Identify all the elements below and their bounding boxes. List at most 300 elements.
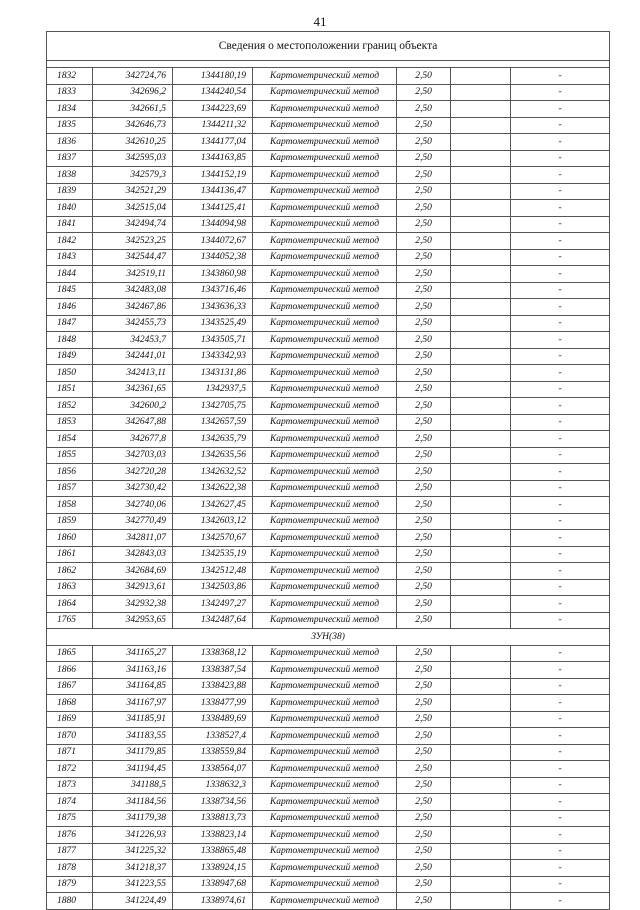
accuracy-cell: 2,50 (397, 678, 451, 695)
y-coordinate-cell: 1343525,49 (173, 315, 253, 332)
empty-cell (451, 266, 511, 283)
empty-cell (451, 563, 511, 580)
point-number-cell: 1841 (47, 216, 93, 233)
description-cell: - (511, 843, 610, 860)
accuracy-cell: 2,50 (397, 530, 451, 547)
y-coordinate-cell: 1342705,75 (173, 398, 253, 415)
y-coordinate-cell: 1338477,99 (173, 695, 253, 712)
point-number-cell: 1837 (47, 150, 93, 167)
y-coordinate-cell: 1344180,19 (173, 68, 253, 85)
description-cell: - (511, 414, 610, 431)
method-cell: Картометрический метод (253, 744, 397, 761)
point-number-cell: 1852 (47, 398, 93, 415)
description-cell: - (511, 398, 610, 415)
description-cell: - (511, 233, 610, 250)
accuracy-cell: 2,50 (397, 332, 451, 349)
description-cell: - (511, 431, 610, 448)
point-number-cell: 1836 (47, 134, 93, 151)
table-row (47, 299, 610, 316)
point-number-cell: 1872 (47, 761, 93, 778)
y-coordinate-cell: 1338865,48 (173, 843, 253, 860)
point-number-cell: 1832 (47, 68, 93, 85)
x-coordinate-cell: 342646,73 (93, 117, 173, 134)
accuracy-cell: 2,50 (397, 645, 451, 662)
x-coordinate-cell: 342730,42 (93, 480, 173, 497)
table-row (47, 546, 610, 563)
empty-cell (451, 381, 511, 398)
point-number-cell: 1850 (47, 365, 93, 382)
x-coordinate-cell: 342595,03 (93, 150, 173, 167)
y-coordinate-cell: 1342497,27 (173, 596, 253, 613)
method-cell: Картометрический метод (253, 200, 397, 217)
point-number-cell: 1857 (47, 480, 93, 497)
page-number: 41 (313, 14, 327, 29)
point-number-cell: 1869 (47, 711, 93, 728)
table-row (47, 480, 610, 497)
method-cell: Картометрический метод (253, 266, 397, 283)
table-row (47, 348, 610, 365)
x-coordinate-cell: 342661,5 (93, 101, 173, 118)
empty-cell (451, 678, 511, 695)
method-cell: Картометрический метод (253, 117, 397, 134)
y-coordinate-cell: 1342627,45 (173, 497, 253, 514)
empty-cell (451, 315, 511, 332)
table-row (47, 315, 610, 332)
empty-cell (451, 332, 511, 349)
table-row (47, 563, 610, 580)
table-row (47, 167, 610, 184)
accuracy-cell: 2,50 (397, 315, 451, 332)
description-cell: - (511, 810, 610, 827)
empty-cell (451, 530, 511, 547)
accuracy-cell: 2,50 (397, 167, 451, 184)
table-row (47, 464, 610, 481)
y-coordinate-cell: 1338559,84 (173, 744, 253, 761)
x-coordinate-cell: 342600,2 (93, 398, 173, 415)
x-coordinate-cell: 341167,97 (93, 695, 173, 712)
y-coordinate-cell: 1342487,64 (173, 612, 253, 629)
accuracy-cell: 2,50 (397, 860, 451, 877)
point-number-cell: 1854 (47, 431, 93, 448)
empty-cell (451, 249, 511, 266)
point-number-cell: 1853 (47, 414, 93, 431)
y-coordinate-cell: 1338734,56 (173, 794, 253, 811)
table-row (47, 744, 610, 761)
y-coordinate-cell: 1342635,79 (173, 431, 253, 448)
accuracy-cell: 2,50 (397, 843, 451, 860)
description-cell: - (511, 216, 610, 233)
method-cell: Картометрический метод (253, 678, 397, 695)
x-coordinate-cell: 341165,27 (93, 645, 173, 662)
accuracy-cell: 2,50 (397, 200, 451, 217)
accuracy-cell: 2,50 (397, 794, 451, 811)
empty-cell (451, 876, 511, 893)
empty-cell (451, 183, 511, 200)
y-coordinate-cell: 1344136,47 (173, 183, 253, 200)
accuracy-cell: 2,50 (397, 150, 451, 167)
description-cell: - (511, 68, 610, 85)
empty-cell (451, 216, 511, 233)
empty-cell (451, 365, 511, 382)
table-row (47, 117, 610, 134)
y-coordinate-cell: 1344152,19 (173, 167, 253, 184)
method-cell: Картометрический метод (253, 695, 397, 712)
accuracy-cell: 2,50 (397, 728, 451, 745)
point-number-cell: 1765 (47, 612, 93, 629)
description-cell: - (511, 860, 610, 877)
table-row (47, 68, 610, 85)
accuracy-cell: 2,50 (397, 810, 451, 827)
accuracy-cell: 2,50 (397, 183, 451, 200)
x-coordinate-cell: 342361,65 (93, 381, 173, 398)
empty-cell (451, 827, 511, 844)
point-number-cell: 1848 (47, 332, 93, 349)
description-cell: - (511, 480, 610, 497)
point-number-cell: 1840 (47, 200, 93, 217)
x-coordinate-cell: 341179,85 (93, 744, 173, 761)
x-coordinate-cell: 342494,74 (93, 216, 173, 233)
section-label: ЗУН(38) (47, 629, 610, 646)
x-coordinate-cell: 342684,69 (93, 563, 173, 580)
description-cell: - (511, 876, 610, 893)
x-coordinate-cell: 341218,37 (93, 860, 173, 877)
accuracy-cell: 2,50 (397, 68, 451, 85)
accuracy-cell: 2,50 (397, 761, 451, 778)
point-number-cell: 1868 (47, 695, 93, 712)
table-row (47, 893, 610, 910)
method-cell: Картометрический метод (253, 530, 397, 547)
description-cell: - (511, 134, 610, 151)
x-coordinate-cell: 341226,93 (93, 827, 173, 844)
description-cell: - (511, 612, 610, 629)
y-coordinate-cell: 1342570,67 (173, 530, 253, 547)
description-cell: - (511, 183, 610, 200)
y-coordinate-cell: 1344052,38 (173, 249, 253, 266)
table-row (47, 794, 610, 811)
method-cell: Картометрический метод (253, 414, 397, 431)
method-cell: Картометрический метод (253, 101, 397, 118)
empty-cell (451, 134, 511, 151)
x-coordinate-cell: 342523,25 (93, 233, 173, 250)
y-coordinate-cell: 1338924,15 (173, 860, 253, 877)
table-row (47, 414, 610, 431)
accuracy-cell: 2,50 (397, 777, 451, 794)
point-number-cell: 1835 (47, 117, 93, 134)
accuracy-cell: 2,50 (397, 662, 451, 679)
y-coordinate-cell: 1344177,04 (173, 134, 253, 151)
y-coordinate-cell: 1344223,69 (173, 101, 253, 118)
x-coordinate-cell: 342441,01 (93, 348, 173, 365)
y-coordinate-cell: 1338423,88 (173, 678, 253, 695)
table-row (47, 200, 610, 217)
point-number-cell: 1865 (47, 645, 93, 662)
point-number-cell: 1878 (47, 860, 93, 877)
accuracy-cell: 2,50 (397, 497, 451, 514)
table-row (47, 827, 610, 844)
table-row (47, 216, 610, 233)
point-number-cell: 1851 (47, 381, 93, 398)
y-coordinate-cell: 1342503,86 (173, 579, 253, 596)
method-cell: Картометрический метод (253, 480, 397, 497)
method-cell: Картометрический метод (253, 332, 397, 349)
table-row (47, 282, 610, 299)
x-coordinate-cell: 341179,38 (93, 810, 173, 827)
section-row (47, 629, 610, 646)
method-cell: Картометрический метод (253, 282, 397, 299)
description-cell: - (511, 513, 610, 530)
description-cell: - (511, 744, 610, 761)
accuracy-cell: 2,50 (397, 711, 451, 728)
point-number-cell: 1867 (47, 678, 93, 695)
y-coordinate-cell: 1342937,5 (173, 381, 253, 398)
table-row (47, 183, 610, 200)
table-row (47, 249, 610, 266)
y-coordinate-cell: 1342603,12 (173, 513, 253, 530)
description-cell: - (511, 761, 610, 778)
table-row (47, 810, 610, 827)
point-number-cell: 1874 (47, 794, 93, 811)
x-coordinate-cell: 341225,32 (93, 843, 173, 860)
method-cell: Картометрический метод (253, 233, 397, 250)
description-cell: - (511, 249, 610, 266)
y-coordinate-cell: 1338632,3 (173, 777, 253, 794)
method-cell: Картометрический метод (253, 167, 397, 184)
accuracy-cell: 2,50 (397, 266, 451, 283)
table-row (47, 84, 610, 101)
description-cell: - (511, 728, 610, 745)
method-cell: Картометрический метод (253, 761, 397, 778)
description-cell: - (511, 101, 610, 118)
accuracy-cell: 2,50 (397, 464, 451, 481)
description-cell: - (511, 282, 610, 299)
y-coordinate-cell: 1338564,07 (173, 761, 253, 778)
description-cell: - (511, 546, 610, 563)
method-cell: Картометрический метод (253, 299, 397, 316)
method-cell: Картометрический метод (253, 843, 397, 860)
description-cell: - (511, 447, 610, 464)
table-row (47, 447, 610, 464)
y-coordinate-cell: 1344072,67 (173, 233, 253, 250)
y-coordinate-cell: 1343131,86 (173, 365, 253, 382)
point-number-cell: 1843 (47, 249, 93, 266)
description-cell: - (511, 332, 610, 349)
method-cell: Картометрический метод (253, 431, 397, 448)
y-coordinate-cell: 1338368,12 (173, 645, 253, 662)
x-coordinate-cell: 342740,06 (93, 497, 173, 514)
method-cell: Картометрический метод (253, 249, 397, 266)
point-number-cell: 1873 (47, 777, 93, 794)
method-cell: Картометрический метод (253, 777, 397, 794)
empty-cell (451, 414, 511, 431)
table-title-row (47, 32, 610, 61)
description-cell: - (511, 563, 610, 580)
x-coordinate-cell: 342932,38 (93, 596, 173, 613)
y-coordinate-cell: 1344240,54 (173, 84, 253, 101)
empty-cell (451, 447, 511, 464)
point-number-cell: 1834 (47, 101, 93, 118)
point-number-cell: 1846 (47, 299, 93, 316)
point-number-cell: 1847 (47, 315, 93, 332)
description-cell: - (511, 150, 610, 167)
y-coordinate-cell: 1343860,98 (173, 266, 253, 283)
method-cell: Картометрический метод (253, 876, 397, 893)
y-coordinate-cell: 1338489,69 (173, 711, 253, 728)
empty-cell (451, 761, 511, 778)
y-coordinate-cell: 1338387,54 (173, 662, 253, 679)
accuracy-cell: 2,50 (397, 398, 451, 415)
accuracy-cell: 2,50 (397, 876, 451, 893)
accuracy-cell: 2,50 (397, 596, 451, 613)
empty-cell (451, 711, 511, 728)
accuracy-cell: 2,50 (397, 447, 451, 464)
empty-cell (451, 167, 511, 184)
point-number-cell: 1833 (47, 84, 93, 101)
y-coordinate-cell: 1344125,41 (173, 200, 253, 217)
accuracy-cell: 2,50 (397, 348, 451, 365)
method-cell: Картометрический метод (253, 711, 397, 728)
accuracy-cell: 2,50 (397, 381, 451, 398)
x-coordinate-cell: 342519,11 (93, 266, 173, 283)
empty-cell (451, 645, 511, 662)
empty-cell (451, 777, 511, 794)
point-number-cell: 1862 (47, 563, 93, 580)
accuracy-cell: 2,50 (397, 480, 451, 497)
table-row (47, 233, 610, 250)
y-coordinate-cell: 1342657,59 (173, 414, 253, 431)
x-coordinate-cell: 341184,56 (93, 794, 173, 811)
description-cell: - (511, 777, 610, 794)
y-coordinate-cell: 1343716,46 (173, 282, 253, 299)
table-row (47, 761, 610, 778)
table-row (47, 612, 610, 629)
x-coordinate-cell: 341185,91 (93, 711, 173, 728)
y-coordinate-cell: 1342622,38 (173, 480, 253, 497)
description-cell: - (511, 827, 610, 844)
description-cell: - (511, 579, 610, 596)
empty-cell (451, 612, 511, 629)
accuracy-cell: 2,50 (397, 431, 451, 448)
table-row (47, 777, 610, 794)
empty-cell (451, 464, 511, 481)
empty-cell (451, 810, 511, 827)
method-cell: Картометрический метод (253, 68, 397, 85)
empty-cell (451, 794, 511, 811)
point-number-cell: 1842 (47, 233, 93, 250)
x-coordinate-cell: 341188,5 (93, 777, 173, 794)
y-coordinate-cell: 1343505,71 (173, 332, 253, 349)
empty-cell (451, 843, 511, 860)
point-number-cell: 1879 (47, 876, 93, 893)
accuracy-cell: 2,50 (397, 299, 451, 316)
description-cell: - (511, 299, 610, 316)
y-coordinate-cell: 1338947,68 (173, 876, 253, 893)
x-coordinate-cell: 342579,3 (93, 167, 173, 184)
empty-cell (451, 728, 511, 745)
table-row (47, 695, 610, 712)
boundary-table (46, 31, 610, 910)
method-cell: Картометрический метод (253, 893, 397, 910)
accuracy-cell: 2,50 (397, 579, 451, 596)
empty-cell (451, 398, 511, 415)
method-cell: Картометрический метод (253, 464, 397, 481)
table-row (47, 728, 610, 745)
x-coordinate-cell: 342724,76 (93, 68, 173, 85)
point-number-cell: 1861 (47, 546, 93, 563)
point-number-cell: 1849 (47, 348, 93, 365)
x-coordinate-cell: 342647,88 (93, 414, 173, 431)
empty-cell (451, 695, 511, 712)
table-row (47, 711, 610, 728)
description-cell: - (511, 530, 610, 547)
description-cell: - (511, 645, 610, 662)
accuracy-cell: 2,50 (397, 893, 451, 910)
accuracy-cell: 2,50 (397, 827, 451, 844)
empty-cell (451, 431, 511, 448)
description-cell: - (511, 84, 610, 101)
x-coordinate-cell: 341163,16 (93, 662, 173, 679)
point-number-cell: 1839 (47, 183, 93, 200)
method-cell: Картометрический метод (253, 216, 397, 233)
point-number-cell: 1875 (47, 810, 93, 827)
table-row (47, 497, 610, 514)
accuracy-cell: 2,50 (397, 282, 451, 299)
x-coordinate-cell: 342483,08 (93, 282, 173, 299)
table-row (47, 678, 610, 695)
empty-cell (451, 744, 511, 761)
y-coordinate-cell: 1338974,61 (173, 893, 253, 910)
empty-cell (451, 117, 511, 134)
x-coordinate-cell: 342770,49 (93, 513, 173, 530)
empty-cell (451, 546, 511, 563)
table-row (47, 150, 610, 167)
description-cell: - (511, 365, 610, 382)
method-cell: Картометрический метод (253, 662, 397, 679)
method-cell: Картометрический метод (253, 381, 397, 398)
empty-cell (451, 579, 511, 596)
x-coordinate-cell: 341223,55 (93, 876, 173, 893)
accuracy-cell: 2,50 (397, 134, 451, 151)
empty-cell (451, 348, 511, 365)
empty-cell (451, 84, 511, 101)
method-cell: Картометрический метод (253, 513, 397, 530)
point-number-cell: 1838 (47, 167, 93, 184)
x-coordinate-cell: 342703,03 (93, 447, 173, 464)
method-cell: Картометрический метод (253, 150, 397, 167)
y-coordinate-cell: 1344163,85 (173, 150, 253, 167)
empty-cell (451, 662, 511, 679)
empty-cell (451, 233, 511, 250)
method-cell: Картометрический метод (253, 794, 397, 811)
accuracy-cell: 2,50 (397, 695, 451, 712)
table-row (47, 332, 610, 349)
accuracy-cell: 2,50 (397, 546, 451, 563)
empty-cell (451, 860, 511, 877)
point-number-cell: 1863 (47, 579, 93, 596)
point-number-cell: 1880 (47, 893, 93, 910)
method-cell: Картометрический метод (253, 612, 397, 629)
y-coordinate-cell: 1342512,48 (173, 563, 253, 580)
description-cell: - (511, 117, 610, 134)
table-row (47, 365, 610, 382)
y-coordinate-cell: 1338823,14 (173, 827, 253, 844)
description-cell: - (511, 464, 610, 481)
method-cell: Картометрический метод (253, 84, 397, 101)
accuracy-cell: 2,50 (397, 563, 451, 580)
table-row (47, 381, 610, 398)
point-number-cell: 1860 (47, 530, 93, 547)
description-cell: - (511, 678, 610, 695)
description-cell: - (511, 893, 610, 910)
